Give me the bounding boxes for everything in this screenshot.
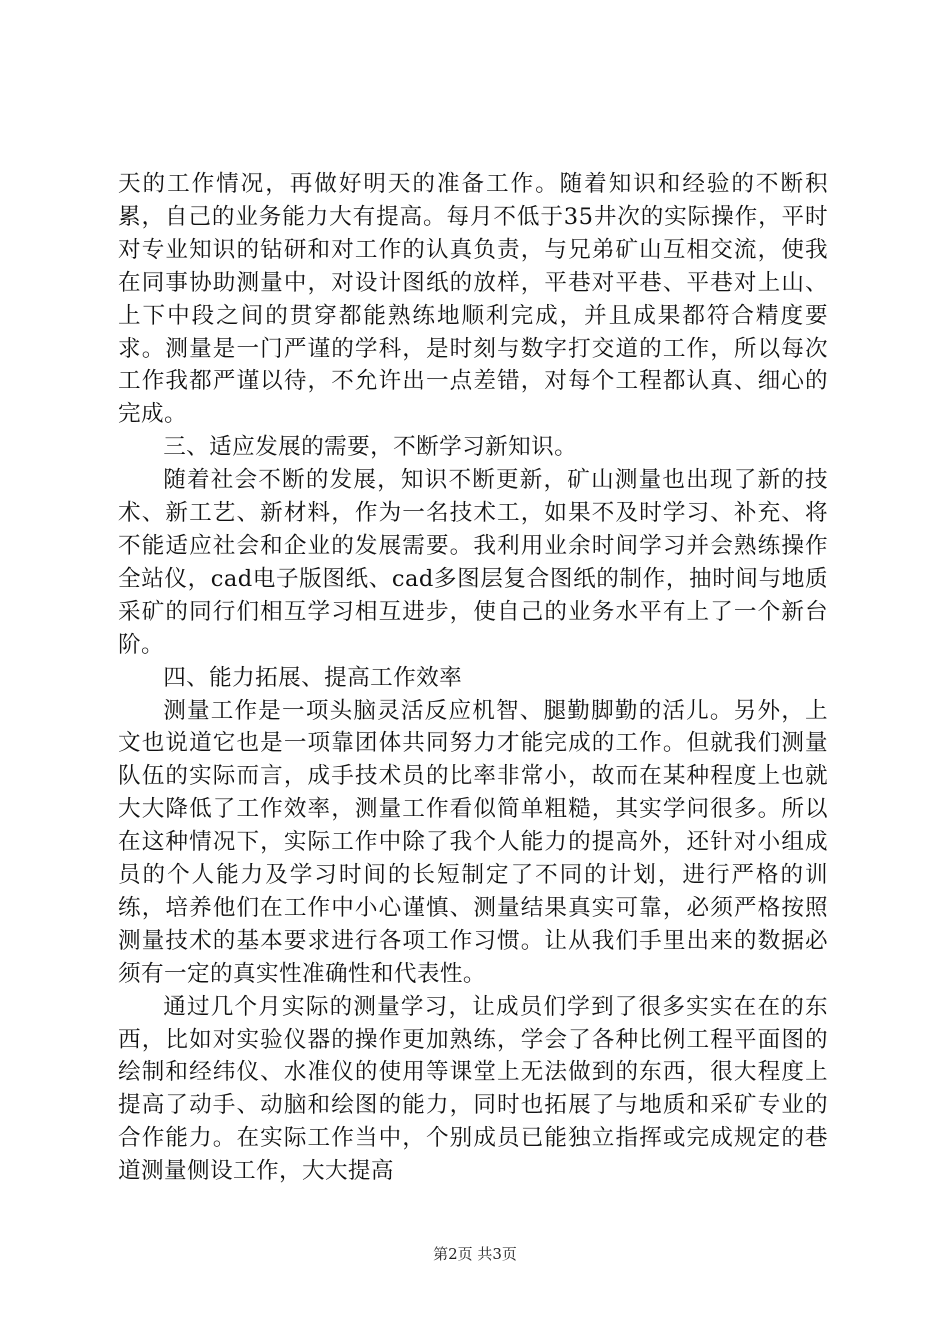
paragraph: 随着社会不断的发展，知识不断更新，矿山测量也出现了新的技术、新工艺、新材料，作为一名技术工，如果不及时学习、补充、将不能适应社会和企业的发展需要。我利用业余时间学习并会熟练操作全站仪，cad电子版图纸、cad多图层复合图纸的制作，抽时间与地质采矿的同行们相互学习相互进步，使自己的业务水平有上了一个新台阶。 [118, 467, 828, 658]
paragraph-continuation: 天的工作情况，再做好明天的准备工作。随着知识和经验的不断积累，自己的业务能力大有提高。每月不低于35井次的实际操作，平时对专业知识的钻研和对工作的认真负责，与兄弟矿山互相交流，使我在同事协助测量中，对设计图纸的放样，平巷对平巷、平巷对上山、上下中段之间的贯穿都能熟练地顺利完成，并且成果都符合精度要求。测量是一门严谨的学科，是时刻与数字打交道的工作，所以每次工作我都严谨以待，不允许出一点差错，对每个工程都认真、细心的完成。 [118, 171, 828, 428]
paragraph: 测量工作是一项头脑灵活反应机智、腿勤脚勤的活儿。另外，上文也说道它也是一项靠团体共同努力才能完成的工作。但就我们测量队伍的实际而言，成手技术员的比率非常小，故而在某种程度上也就大大降低了工作效率，测量工作看似简单粗糙，其实学问很多。所以在这种情况下，实际工作中除了我个人能力的提高外，还针对小组成员的个人能力及学习时间的长短制定了不同的计划，进行严格的训练，培养他们在工作中小心谨慎、测量结果真实可靠，必须严格按照测量技术的基本要求进行各项工作习惯。让从我们手里出来的数据必须有一定的真实性准确性和代表性。 [118, 697, 828, 987]
section-heading-4: 四、能力拓展、提高工作效率 [163, 664, 463, 691]
paragraph: 通过几个月实际的测量学习，让成员们学到了很多实实在在的东西，比如对实验仪器的操作更加熟练，学会了各种比例工程平面图的绘制和经纬仪、水准仪的使用等课堂上无法做到的东西，很大程度上提高了动手、动脑和绘图的能力，同时也拓展了与地质和采矿专业的合作能力。在实际工作当中，个别成员已能独立指挥或完成规定的巷道测量侧设工作，大大提高 [118, 993, 828, 1185]
section-heading-3: 三、适应发展的需要，不断学习新知识。 [163, 434, 578, 461]
body-text [118, 168, 828, 1188]
page-footer: 第2页 共3页 [433, 1245, 517, 1263]
